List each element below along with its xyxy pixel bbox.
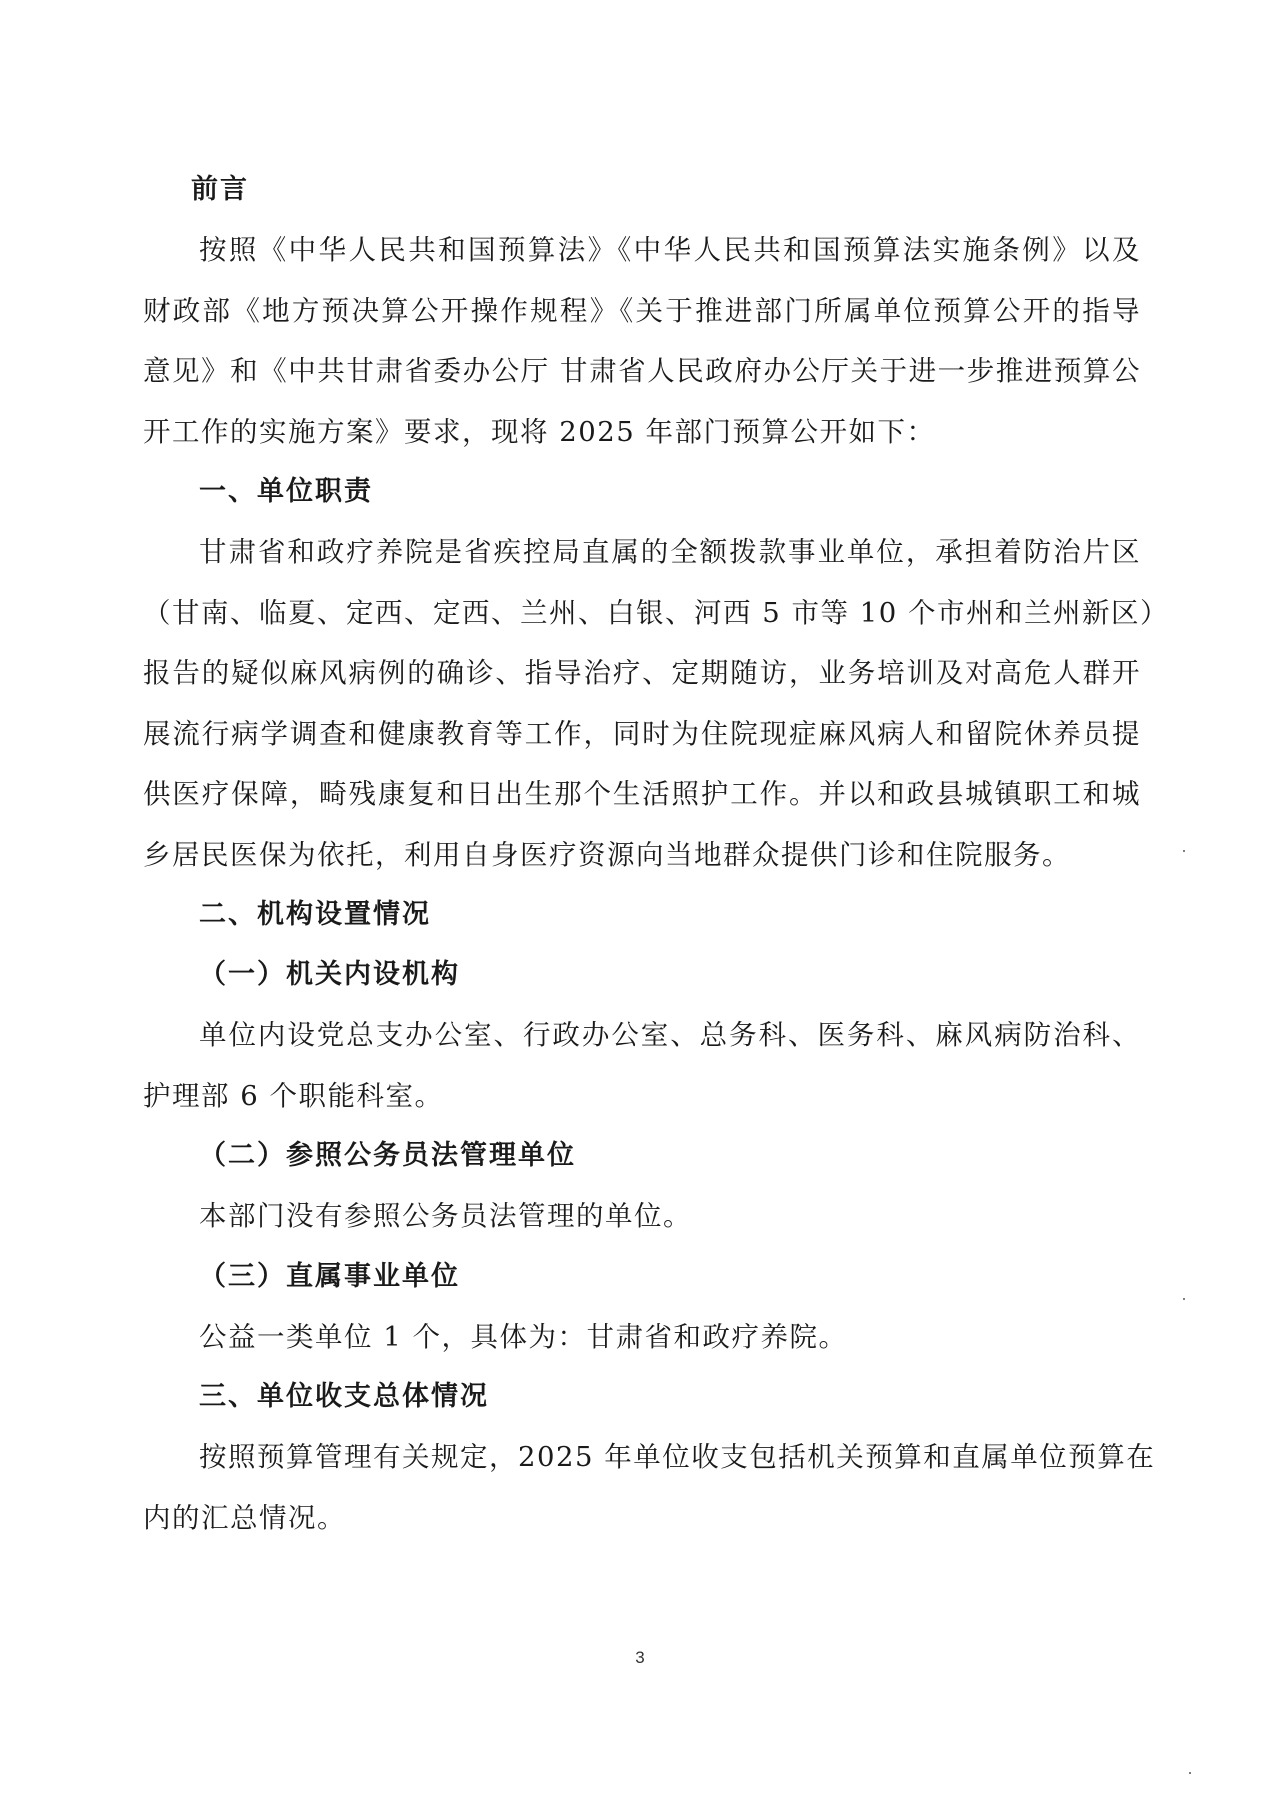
- text-line: 开工作的实施方案》要求，现将 2025 年部门预算公开如下：: [143, 415, 936, 448]
- text-line: 内的汇总情况。: [143, 1501, 346, 1534]
- scan-speck: [1183, 1298, 1185, 1300]
- text-line: 单位内设党总支办公室、行政办公室、总务科、医务科、麻风病防治科、: [199, 1019, 1141, 1051]
- section-1-paragraph: [143, 522, 1169, 885]
- section-2-sub-3-title: （三）直属事业单位: [199, 1260, 460, 1292]
- scan-speck: [1183, 850, 1185, 852]
- section-3-paragraph: [143, 1427, 1156, 1548]
- text-line: 财政部《地方预决算公开操作规程》《关于推进部门所属单位预算公开的指导: [143, 294, 1141, 327]
- section-1-title: 一、单位职责: [199, 476, 373, 507]
- section-3-title: 三、单位收支总体情况: [199, 1381, 489, 1412]
- text-line: 公益一类单位 1 个，具体为：甘肃省和政疗养院。: [199, 1320, 848, 1353]
- preface-title: 前言: [191, 174, 249, 205]
- text-line: 按照《中华人民共和国预算法》《中华人民共和国预算法实施条例》以及: [199, 234, 1141, 266]
- text-line: 按照预算管理有关规定，2025 年单位收支包括机关预算和直属单位预算在: [199, 1441, 1156, 1473]
- text-line: 本部门没有参照公务员法管理的单位。: [199, 1200, 692, 1232]
- page-number: 3: [635, 1648, 645, 1667]
- text-line: 报告的疑似麻风病例的确诊、指导治疗、定期随访，业务培训及对高危人群开: [143, 657, 1141, 689]
- section-2-sub-2-title: （二）参照公务员法管理单位: [199, 1140, 576, 1171]
- text-line: 甘肃省和政疗养院是省疾控局直属的全额拨款事业单位，承担着防治片区: [199, 536, 1141, 568]
- text-line: 乡居民医保为依托，利用自身医疗资源向当地群众提供门诊和住院服务。: [143, 838, 1071, 871]
- text-line: （甘南、临夏、定西、定西、兰州、白银、河西 5 市等 10 个市州和兰州新区）: [143, 596, 1169, 629]
- section-2-sub-3-paragraph: [143, 1307, 1141, 1368]
- text-line: 展流行病学调查和健康教育等工作，同时为住院现症麻风病人和留院休养员提: [143, 717, 1141, 750]
- preface-paragraph: [143, 220, 1141, 462]
- section-2-sub-2-paragraph: [143, 1186, 1141, 1247]
- section-2-sub-1-paragraph: [143, 1005, 1141, 1126]
- section-2-title: 二、机构设置情况: [199, 899, 431, 930]
- text-line: 供医疗保障，畸残康复和日出生那个生活照护工作。并以和政县城镇职工和城: [143, 778, 1141, 810]
- text-line: 意见》和《中共甘肃省委办公厅 甘肃省人民政府办公厅关于进一步推进预算公: [143, 355, 1141, 387]
- scan-speck: [1189, 1772, 1191, 1774]
- text-line: 护理部 6 个职能科室。: [143, 1079, 444, 1112]
- section-2-sub-1-title: （一）机关内设机构: [199, 959, 460, 990]
- document-body: [143, 160, 1169, 1548]
